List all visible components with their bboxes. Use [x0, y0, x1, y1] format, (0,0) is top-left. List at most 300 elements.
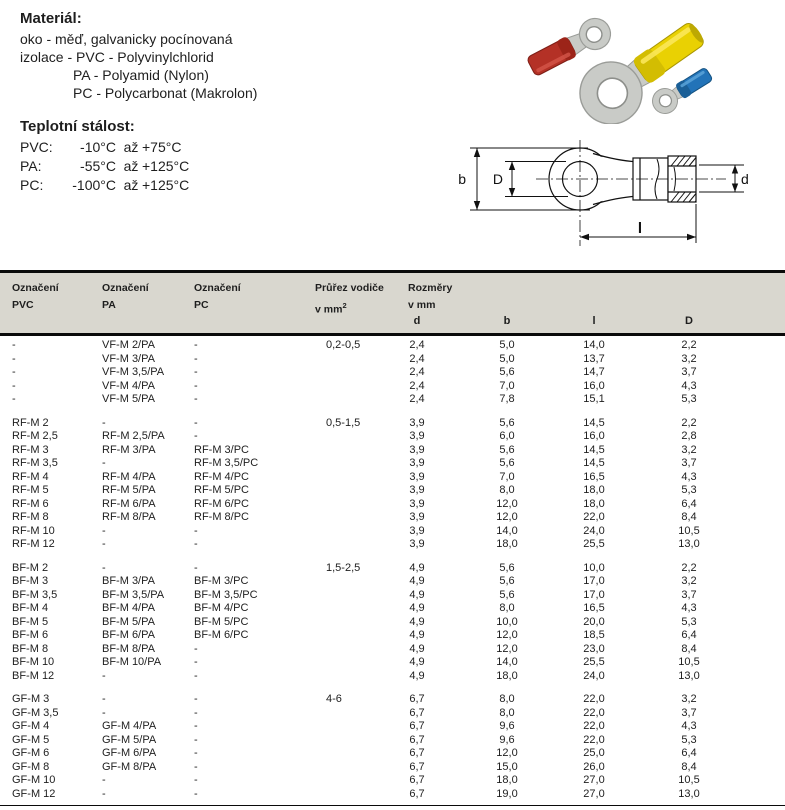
- table-cell: 3,9: [409, 524, 425, 537]
- table-cell: 16,5: [583, 602, 605, 614]
- table-cell: RF-M 5/PC: [194, 484, 249, 496]
- table-cell: -: [194, 352, 198, 365]
- table-cell: -: [102, 561, 106, 574]
- table-cell: 18,5: [583, 629, 605, 641]
- table-cell: BF-M 12: [12, 669, 55, 682]
- table-cell: -: [194, 642, 198, 655]
- table-cell: 6,4: [681, 497, 697, 510]
- table-cell: GF-M 10: [12, 774, 56, 786]
- table-cell: 9,6: [499, 733, 515, 746]
- table-cell: BF-M 3,5/PA: [102, 588, 165, 601]
- table-cell: 19,0: [496, 787, 518, 800]
- header-line: Označení: [102, 282, 149, 294]
- dimension-diagram: [440, 128, 785, 260]
- table-cell: 5,6: [499, 457, 515, 469]
- header-line: PA: [102, 299, 116, 311]
- table-cell: 15,1: [583, 393, 605, 405]
- table-cell: 12,0: [496, 511, 518, 523]
- table-row: [0, 575, 785, 589]
- table-cell: VF-M 3,5/PA: [102, 366, 165, 378]
- table-cell: 3,2: [681, 575, 697, 587]
- table-cell: 22,0: [583, 720, 605, 732]
- table-row: [0, 747, 785, 761]
- table-cell: RF-M 3/PA: [102, 443, 156, 456]
- table-cell: -: [12, 393, 16, 405]
- table-row: [0, 589, 785, 603]
- dimension-subheader: [0, 315, 785, 329]
- table-cell: -: [194, 669, 198, 682]
- table-cell: 5,6: [499, 561, 515, 574]
- table-cell: 3,9: [409, 416, 425, 429]
- table-row: [0, 457, 785, 471]
- product-photo: [488, 2, 780, 124]
- temp-to: +125°C: [142, 177, 190, 193]
- table-row: [0, 511, 785, 525]
- table-cell: BF-M 6/PC: [194, 629, 249, 641]
- table-cell: 4,9: [409, 602, 425, 614]
- table-cell: 2,2: [681, 339, 697, 351]
- table-cell: -: [194, 379, 198, 392]
- table-cell: 12,0: [496, 629, 518, 641]
- header-unit-sup: 2: [342, 301, 347, 310]
- table-cell: RF-M 4/PA: [102, 470, 156, 483]
- dim-header-b: b: [503, 314, 511, 327]
- table-cell: 23,0: [583, 642, 605, 655]
- table-cell: 2,8: [681, 430, 697, 442]
- table-cell: 9,6: [499, 720, 515, 732]
- table-cell: 13,7: [583, 352, 605, 365]
- table-row: [0, 353, 785, 367]
- table-cell: 24,0: [583, 524, 605, 537]
- table-cell: BF-M 5/PA: [102, 615, 155, 628]
- table-cell: RF-M 3: [12, 443, 49, 456]
- table-cell: BF-M 5: [12, 615, 49, 628]
- table-cell: 4,3: [681, 602, 697, 614]
- table-cell: 5,6: [499, 588, 515, 601]
- table-cell: -: [194, 430, 198, 442]
- table-row: [0, 380, 785, 394]
- table-cell: 10,0: [583, 561, 605, 574]
- table-cell: BF-M 10/PA: [102, 656, 162, 668]
- table-cell: 14,5: [583, 416, 605, 429]
- material-line: izolace - PVC - Polyvinylchlorid: [20, 49, 214, 65]
- table-cell: 6,7: [409, 760, 425, 773]
- table-cell: VF-M 5/PA: [102, 393, 155, 405]
- material-line: PA - Polyamid (Nylon): [73, 67, 209, 83]
- table-cell: BF-M 8: [12, 642, 49, 655]
- table-row: [0, 498, 785, 512]
- table-cell: 18,0: [583, 497, 605, 510]
- table-cell: 3,7: [681, 366, 697, 378]
- table-cell: 2,4: [409, 379, 425, 392]
- table-cell: 5,3: [681, 393, 697, 405]
- table-cell: RF-M 5/PA: [102, 484, 156, 496]
- table-cell: 6,4: [681, 629, 697, 641]
- table-cell: 16,0: [583, 430, 605, 442]
- table-cell: -: [194, 561, 198, 574]
- table-row: [0, 393, 785, 407]
- temp-from: -55°C: [80, 158, 116, 174]
- table-cell: GF-M 5/PA: [102, 733, 157, 746]
- temp-from: -10°C: [80, 139, 116, 155]
- header-col-pc: [194, 280, 241, 314]
- header-col-cross-section: [315, 280, 384, 319]
- table-cell: 14,7: [583, 366, 605, 378]
- table-cell: -: [102, 693, 106, 705]
- table-cell: 14,0: [583, 339, 605, 351]
- table-cell: 3,9: [409, 511, 425, 523]
- table-cell: 10,5: [678, 774, 700, 786]
- table-cell: GF-M 6/PA: [102, 747, 157, 759]
- temperature-section: [20, 118, 189, 195]
- header-col-pa: [102, 280, 149, 314]
- table-cell: RF-M 4: [12, 470, 49, 483]
- table-group: [0, 693, 785, 801]
- table-cell: 3,9: [409, 470, 425, 483]
- table-cell: VF-M 4/PA: [102, 379, 155, 392]
- table-cell: 27,0: [583, 787, 605, 800]
- table-cell: 4,9: [409, 575, 425, 587]
- header-line: v mm: [408, 299, 436, 311]
- table-cell: 6,7: [409, 706, 425, 719]
- table-cell: -: [12, 366, 16, 378]
- table-cell: 5,3: [681, 733, 697, 746]
- table-cell: -: [194, 524, 198, 537]
- dim-label-b: b: [458, 171, 466, 187]
- table-cell: -: [194, 393, 198, 405]
- table-cell: 3,9: [409, 457, 425, 469]
- table-cell: 14,5: [583, 443, 605, 456]
- table-cell: GF-M 4: [12, 720, 50, 732]
- table-row: [0, 693, 785, 707]
- table-cell: 5,3: [681, 615, 697, 628]
- table-cell: 3,2: [681, 693, 697, 705]
- table-cell: 10,5: [678, 656, 700, 668]
- table-cell: 14,0: [496, 656, 518, 668]
- table-cell: RF-M 2,5: [12, 430, 58, 442]
- table-cell: 12,0: [496, 747, 518, 759]
- table-cell: 15,0: [496, 760, 518, 773]
- table-cell: GF-M 3: [12, 693, 50, 705]
- table-cell: -: [102, 774, 106, 786]
- table-cell: 7,8: [499, 393, 515, 405]
- table-cell: -: [194, 720, 198, 732]
- table-cell: 4,9: [409, 629, 425, 641]
- table-cell: GF-M 6: [12, 747, 50, 759]
- table-cell: -: [194, 760, 198, 773]
- table-row: [0, 525, 785, 539]
- table-row: [0, 538, 785, 552]
- table-cell: BF-M 3,5: [12, 588, 58, 601]
- table-cell: 3,7: [681, 457, 697, 469]
- table-cell: RF-M 8/PA: [102, 511, 156, 523]
- table-cell: 16,0: [583, 379, 605, 392]
- table-cell: BF-M 4: [12, 602, 49, 614]
- temp-to: +125°C: [142, 158, 190, 174]
- table-cell: 3,9: [409, 443, 425, 456]
- table-cell: 2,4: [409, 393, 425, 405]
- table-row: [0, 484, 785, 498]
- table-cell: 26,0: [583, 760, 605, 773]
- table-cell: 20,0: [583, 615, 605, 628]
- table-row: [0, 629, 785, 643]
- table-cell: 4,9: [409, 588, 425, 601]
- table-cell: -: [194, 366, 198, 378]
- table-cell: -: [12, 379, 16, 392]
- table-cell: 6,7: [409, 787, 425, 800]
- table-cell: 6,7: [409, 747, 425, 759]
- table-cell: 4,9: [409, 642, 425, 655]
- table-row: [0, 670, 785, 684]
- table-cell: 3,9: [409, 484, 425, 496]
- table-cell: BF-M 8/PA: [102, 642, 155, 655]
- header-col-dimensions: [408, 280, 452, 314]
- table-cell: -: [194, 538, 198, 550]
- table-cell: BF-M 5/PC: [194, 615, 249, 628]
- header-line: PVC: [12, 299, 34, 311]
- dim-header-D: D: [685, 314, 693, 327]
- temp-conj: až: [123, 158, 139, 174]
- spec-table: [0, 270, 785, 806]
- table-cell: 2,2: [681, 561, 697, 574]
- table-row: [0, 339, 785, 353]
- table-group: [0, 339, 785, 407]
- table-cell: 5,6: [499, 366, 515, 378]
- table-row: [0, 562, 785, 576]
- table-row: [0, 720, 785, 734]
- table-cell: 2,4: [409, 339, 425, 351]
- table-cell: 3,2: [681, 352, 697, 365]
- table-cell: BF-M 4/PC: [194, 602, 249, 614]
- table-body: [0, 336, 785, 806]
- table-cell: 13,0: [678, 669, 700, 682]
- table-cell: RF-M 4/PC: [194, 470, 249, 483]
- table-cell: 22,0: [583, 693, 605, 705]
- table-cell: 7,0: [499, 379, 515, 392]
- table-row: [0, 734, 785, 748]
- table-cell: BF-M 6/PA: [102, 629, 155, 641]
- table-cell: BF-M 4/PA: [102, 602, 155, 614]
- header-line: PC: [194, 299, 209, 311]
- table-cell: RF-M 12: [12, 538, 55, 550]
- table-cell: RF-M 6: [12, 497, 49, 510]
- table-row: [0, 602, 785, 616]
- material-line: oko - měď, galvanicky pocínovaná: [20, 31, 233, 47]
- table-row: [0, 656, 785, 670]
- table-cell: 3,9: [409, 497, 425, 510]
- table-cell: 4,9: [409, 656, 425, 668]
- table-cell: 18,0: [583, 484, 605, 496]
- table-cell: 6,7: [409, 693, 425, 705]
- table-cell: RF-M 5: [12, 484, 49, 496]
- header-line: Označení: [194, 282, 241, 294]
- table-cell: RF-M 3,5: [12, 457, 58, 469]
- table-cell: -: [102, 706, 106, 719]
- table-cell: 5,3: [681, 484, 697, 496]
- temp-conj: až: [123, 139, 139, 155]
- table-cell: 5,6: [499, 443, 515, 456]
- table-cell: 17,0: [583, 575, 605, 587]
- table-cell: 25,5: [583, 538, 605, 550]
- table-cell: 14,5: [583, 457, 605, 469]
- temperature-table: [20, 138, 189, 195]
- table-cell: 3,7: [681, 588, 697, 601]
- table-cell: RF-M 8: [12, 511, 49, 523]
- table-cell: 1,5-2,5: [326, 561, 361, 574]
- table-cell: GF-M 4/PA: [102, 720, 157, 732]
- table-cell: 5,0: [499, 352, 515, 365]
- table-row: [0, 417, 785, 431]
- table-cell: -: [194, 339, 198, 351]
- table-cell: 8,4: [681, 511, 697, 523]
- table-cell: 6,4: [681, 747, 697, 759]
- temp-label: PC:: [20, 177, 44, 193]
- table-cell: -: [194, 656, 198, 668]
- table-cell: 2,2: [681, 416, 697, 429]
- table-cell: 3,9: [409, 538, 425, 550]
- table-cell: BF-M 10: [12, 656, 55, 668]
- table-row: [0, 643, 785, 657]
- table-cell: GF-M 12: [12, 787, 56, 800]
- table-cell: 8,4: [681, 642, 697, 655]
- table-cell: RF-M 3/PC: [194, 443, 249, 456]
- table-cell: RF-M 6/PC: [194, 497, 249, 510]
- table-cell: 10,5: [678, 524, 700, 537]
- table-cell: 4,3: [681, 470, 697, 483]
- table-cell: 3,7: [681, 706, 697, 719]
- dim-label-D: D: [492, 171, 503, 187]
- table-cell: BF-M 3: [12, 575, 49, 587]
- table-cell: 6,7: [409, 774, 425, 786]
- table-cell: RF-M 2: [12, 416, 49, 429]
- material-section: [20, 10, 257, 102]
- table-cell: 24,0: [583, 669, 605, 682]
- table-cell: 22,0: [583, 706, 605, 719]
- table-cell: 8,0: [499, 602, 515, 614]
- table-cell: 14,0: [496, 524, 518, 537]
- temp-label: PA:: [20, 158, 42, 174]
- table-cell: 27,0: [583, 774, 605, 786]
- table-cell: GF-M 3,5: [12, 706, 59, 719]
- table-cell: -: [12, 352, 16, 365]
- table-cell: BF-M 3/PC: [194, 575, 249, 587]
- table-cell: RF-M 10: [12, 524, 55, 537]
- table-cell: 6,7: [409, 733, 425, 746]
- table-cell: BF-M 2: [12, 561, 49, 574]
- table-cell: BF-M 6: [12, 629, 49, 641]
- dim-label-d: d: [741, 171, 749, 187]
- table-cell: RF-M 2,5/PA: [102, 430, 165, 442]
- table-cell: 12,0: [496, 642, 518, 655]
- temp-label: PVC:: [20, 139, 53, 155]
- table-cell: RF-M 8/PC: [194, 511, 249, 523]
- table-cell: -: [102, 416, 106, 429]
- header-line: Průřez vodiče: [315, 282, 384, 294]
- table-cell: 2,4: [409, 366, 425, 378]
- table-cell: -: [102, 524, 106, 537]
- table-cell: GF-M 5: [12, 733, 50, 746]
- table-cell: 3,9: [409, 430, 425, 442]
- table-cell: -: [194, 416, 198, 429]
- table-row: [0, 707, 785, 721]
- table-cell: 4,3: [681, 720, 697, 732]
- material-line: PC - Polycarbonat (Makrolon): [73, 85, 258, 101]
- table-cell: 0,5-1,5: [326, 416, 361, 429]
- table-cell: 18,0: [496, 669, 518, 682]
- table-header: [0, 273, 785, 333]
- table-cell: 4,9: [409, 615, 425, 628]
- table-cell: 10,0: [496, 615, 518, 628]
- table-cell: RF-M 3,5/PC: [194, 457, 259, 469]
- table-cell: 5,6: [499, 575, 515, 587]
- table-cell: 7,0: [499, 470, 515, 483]
- table-group: [0, 417, 785, 552]
- header-unit: v mm: [315, 303, 343, 316]
- table-cell: 16,5: [583, 470, 605, 483]
- table-cell: 22,0: [583, 511, 605, 523]
- table-cell: 4-6: [326, 693, 342, 705]
- table-cell: 12,0: [496, 497, 518, 510]
- table-row: [0, 788, 785, 802]
- table-cell: 5,6: [499, 416, 515, 429]
- table-cell: -: [194, 733, 198, 746]
- table-cell: -: [102, 787, 106, 800]
- table-cell: 17,0: [583, 588, 605, 601]
- header-line: Označení: [12, 282, 59, 294]
- table-cell: 8,4: [681, 760, 697, 773]
- table-cell: 25,5: [583, 656, 605, 668]
- table-cell: VF-M 3/PA: [102, 352, 155, 365]
- table-row: [0, 774, 785, 788]
- table-cell: RF-M 6/PA: [102, 497, 156, 510]
- table-cell: -: [102, 457, 106, 469]
- table-cell: GF-M 8/PA: [102, 760, 157, 773]
- table-cell: 4,9: [409, 561, 425, 574]
- table-cell: -: [194, 747, 198, 759]
- table-cell: 8,0: [499, 706, 515, 719]
- table-cell: 18,0: [496, 538, 518, 550]
- dim-header-l: l: [592, 314, 596, 327]
- header-col-pvc: [12, 280, 59, 314]
- temperature-title: Teplotní stálost:: [20, 118, 135, 135]
- table-cell: 13,0: [678, 787, 700, 800]
- table-cell: -: [102, 669, 106, 682]
- table-cell: 6,7: [409, 720, 425, 732]
- temp-conj: až: [123, 177, 139, 193]
- table-cell: 18,0: [496, 774, 518, 786]
- table-cell: 8,0: [499, 693, 515, 705]
- table-cell: 4,9: [409, 669, 425, 682]
- table-group: [0, 562, 785, 684]
- table-row: [0, 616, 785, 630]
- table-cell: 4,3: [681, 379, 697, 392]
- table-cell: -: [102, 538, 106, 550]
- table-cell: 13,0: [678, 538, 700, 550]
- table-row: [0, 471, 785, 485]
- table-cell: 22,0: [583, 733, 605, 746]
- table-cell: -: [194, 774, 198, 786]
- table-cell: 3,2: [681, 443, 697, 456]
- table-cell: VF-M 2/PA: [102, 339, 155, 351]
- table-row: [0, 761, 785, 775]
- table-cell: BF-M 3/PA: [102, 575, 155, 587]
- table-cell: 8,0: [499, 484, 515, 496]
- table-cell: 0,2-0,5: [326, 339, 361, 351]
- header-line: Rozměry: [408, 282, 453, 294]
- table-cell: 2,4: [409, 352, 425, 365]
- table-cell: BF-M 3,5/PC: [194, 588, 258, 601]
- table-cell: GF-M 8: [12, 760, 50, 773]
